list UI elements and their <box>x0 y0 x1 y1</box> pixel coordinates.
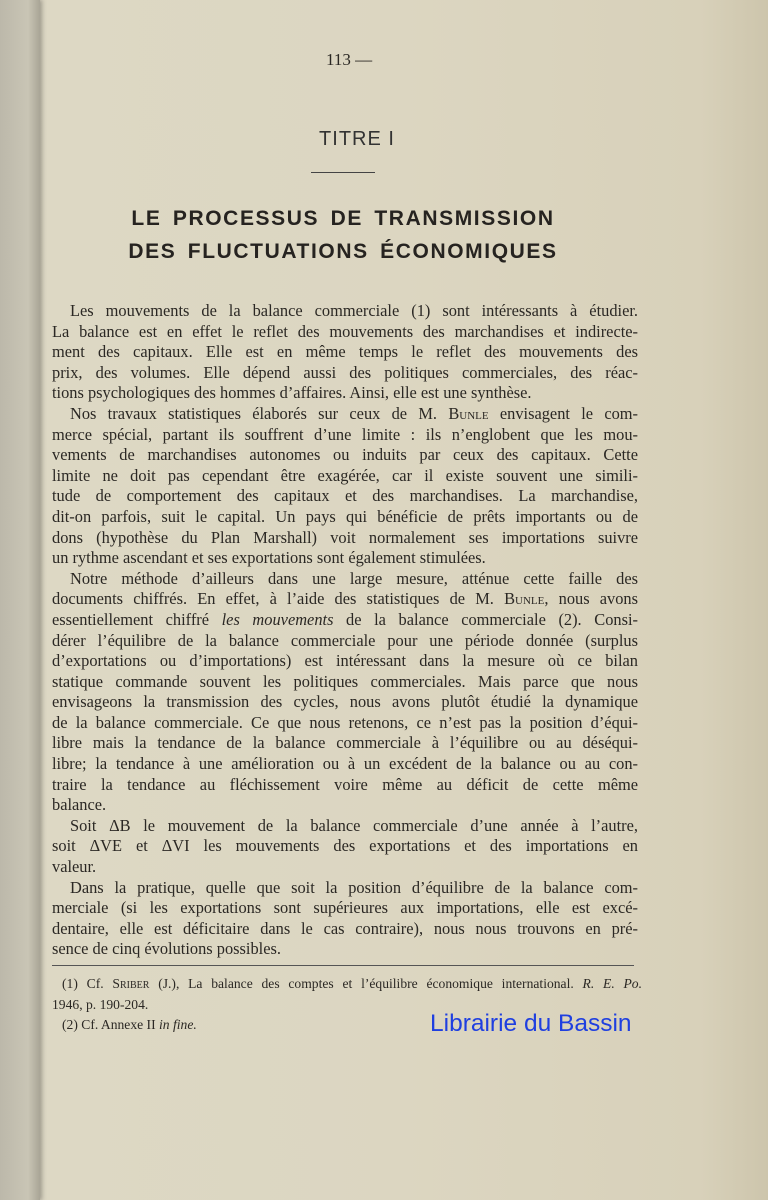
text-segment: sence de cinq évolutions possibles. <box>52 939 281 959</box>
text-line <box>52 672 638 693</box>
text-segment: de la balance commerciale. Ce que nous retenons, ce n’est pas la position d’équi- <box>52 712 638 732</box>
text-segment: dons (hypothèse du Plan Marshall) voit normalement ses importations suivre <box>52 527 638 547</box>
text-line <box>52 836 638 857</box>
text-line <box>52 713 638 734</box>
text-segment: merciale (si les exportations sont supérieures aux importations, elle est excé- <box>52 898 638 918</box>
text-segment: Bunle <box>448 403 489 423</box>
text-segment: essentiellement chiffré <box>52 609 222 629</box>
text-line <box>52 975 642 996</box>
text-line <box>52 816 638 837</box>
text-line <box>52 692 638 713</box>
text-line <box>52 404 638 425</box>
text-line <box>52 610 638 631</box>
text-line <box>52 425 638 446</box>
text-segment: libre mais la tendance de la balance commerciale à l’équilibre ou au déséqui- <box>52 733 638 753</box>
text-line <box>52 569 638 590</box>
body-text <box>52 301 638 960</box>
text-line <box>52 775 638 796</box>
text-segment: (1) Cf. <box>62 976 113 991</box>
text-line <box>52 301 638 322</box>
text-segment: libre; la tendance à une amélioration ou à un excédent de la balance ou au con- <box>52 754 638 774</box>
part-title: TITRE I <box>319 128 395 150</box>
text-line <box>52 445 638 466</box>
text-line <box>52 795 638 816</box>
text-line <box>52 857 638 878</box>
text-segment: envisagent le com- <box>488 403 638 423</box>
text-line <box>52 486 638 507</box>
text-segment: dentaire, elle est déficitaire dans le cas contraire), nous nous trouvons en pré- <box>52 918 638 938</box>
text-segment: Nos travaux statistiques élaborés sur ceux de M. <box>70 403 449 423</box>
text-segment: Notre méthode d’ailleurs dans une large mesure, atténue cette faille des <box>70 568 638 588</box>
text-segment: in fine. <box>159 1017 197 1033</box>
text-line <box>52 733 638 754</box>
text-segment: limite ne doit pas cependant être exagérée, car il existe souvent une simili- <box>52 465 638 485</box>
text-segment: valeur. <box>52 857 97 877</box>
text-segment: soit ΔVE et ΔVI les mouvements des exportations et des importations en <box>52 836 638 856</box>
text-line <box>52 322 638 343</box>
text-segment: documents chiffrés. En effet, à l’aide des statistiques de M. <box>52 589 505 609</box>
text-segment: Dans la pratique, quelle que soit la position d’équilibre de la balance com- <box>70 877 638 897</box>
text-segment: merce spécial, partant ils souffrent d’une limite : ils n’englobent que les mou- <box>52 424 638 444</box>
text-line <box>52 548 638 569</box>
text-segment: de la balance commerciale (2). Consi- <box>333 609 638 629</box>
text-line <box>52 651 638 672</box>
footnote-divider <box>52 965 634 966</box>
text-segment: (J.), La balance des comptes et l’équilibre économique international. <box>149 976 583 991</box>
text-line <box>52 363 638 384</box>
chapter-heading-line-1: LE PROCESSUS DE TRANSMISSION <box>131 207 555 230</box>
text-line <box>52 878 638 899</box>
text-segment: dérer l’équilibre de la balance commerciale pour une période donnée (surplus <box>52 630 638 650</box>
text-segment: tude de comportement des capitaux et des marchandises. La marchandise, <box>52 486 638 506</box>
text-segment: les mouvements <box>221 609 334 629</box>
text-line <box>52 528 638 549</box>
text-segment: vements de marchandises autonomes ou induits par ceux des capitaux. Cette <box>52 445 638 465</box>
text-line <box>52 939 638 960</box>
text-segment: envisageons la transmission des cycles, nous avons plutôt étudié la dynamique <box>52 692 638 712</box>
title-divider <box>311 172 375 173</box>
text-segment: Soit ΔB le mouvement de la balance commerciale d’une année à l’autre, <box>70 815 638 835</box>
text-line <box>52 507 638 528</box>
text-segment: 1946, p. 190-204. <box>52 996 149 1012</box>
text-segment: La balance est en effet le reflet des mouvements des marchandises et indirecte- <box>52 321 638 341</box>
text-line <box>52 383 638 404</box>
text-segment: balance. <box>52 795 107 815</box>
text-line <box>52 631 638 652</box>
page-number: 113 — <box>326 50 373 69</box>
text-segment: traire la tendance au fléchissement voire même au déficit de cette même <box>52 774 638 794</box>
text-segment: d’exportations ou d’importations) est intéressant dans la mesure où ce bilan <box>52 651 638 671</box>
text-segment: prix, des volumes. Elle dépend aussi des politiques commerciales, des réac- <box>52 362 638 382</box>
text-segment: statique commande souvent les politiques commerciales. Mais parce que nous <box>52 671 638 691</box>
text-line <box>52 466 638 487</box>
text-segment: Les mouvements de la balance commerciale (1) sont intéressants à étudier. <box>70 301 638 320</box>
text-segment: R. E. Po. <box>582 976 643 991</box>
chapter-heading-line-2: DES FLUCTUATIONS ÉCONOMIQUES <box>128 240 558 263</box>
text-line <box>52 919 638 940</box>
text-segment: Bunle <box>504 589 545 609</box>
text-line <box>52 898 638 919</box>
watermark: Librairie du Bassin <box>430 1010 632 1037</box>
text-segment: Sriber <box>112 976 150 991</box>
text-segment: , nous avons <box>544 589 638 609</box>
text-line <box>52 754 638 775</box>
text-line <box>52 342 638 363</box>
previous-page-edge <box>0 0 40 1200</box>
text-line <box>52 589 638 610</box>
text-segment: ment des capitaux. Elle est en même temps le reflet des mouvements des <box>52 342 638 362</box>
text-segment: un rythme ascendant et ses exportations sont également stimulées. <box>52 548 486 568</box>
text-segment: tions psychologiques des hommes d’affaires. Ainsi, elle est une synthèse. <box>52 383 532 403</box>
text-segment: (2) Cf. Annexe II <box>62 1017 160 1033</box>
text-segment: dit-on parfois, suit le capital. Un pays qui bénéficie de prêts importants ou de <box>52 506 638 526</box>
